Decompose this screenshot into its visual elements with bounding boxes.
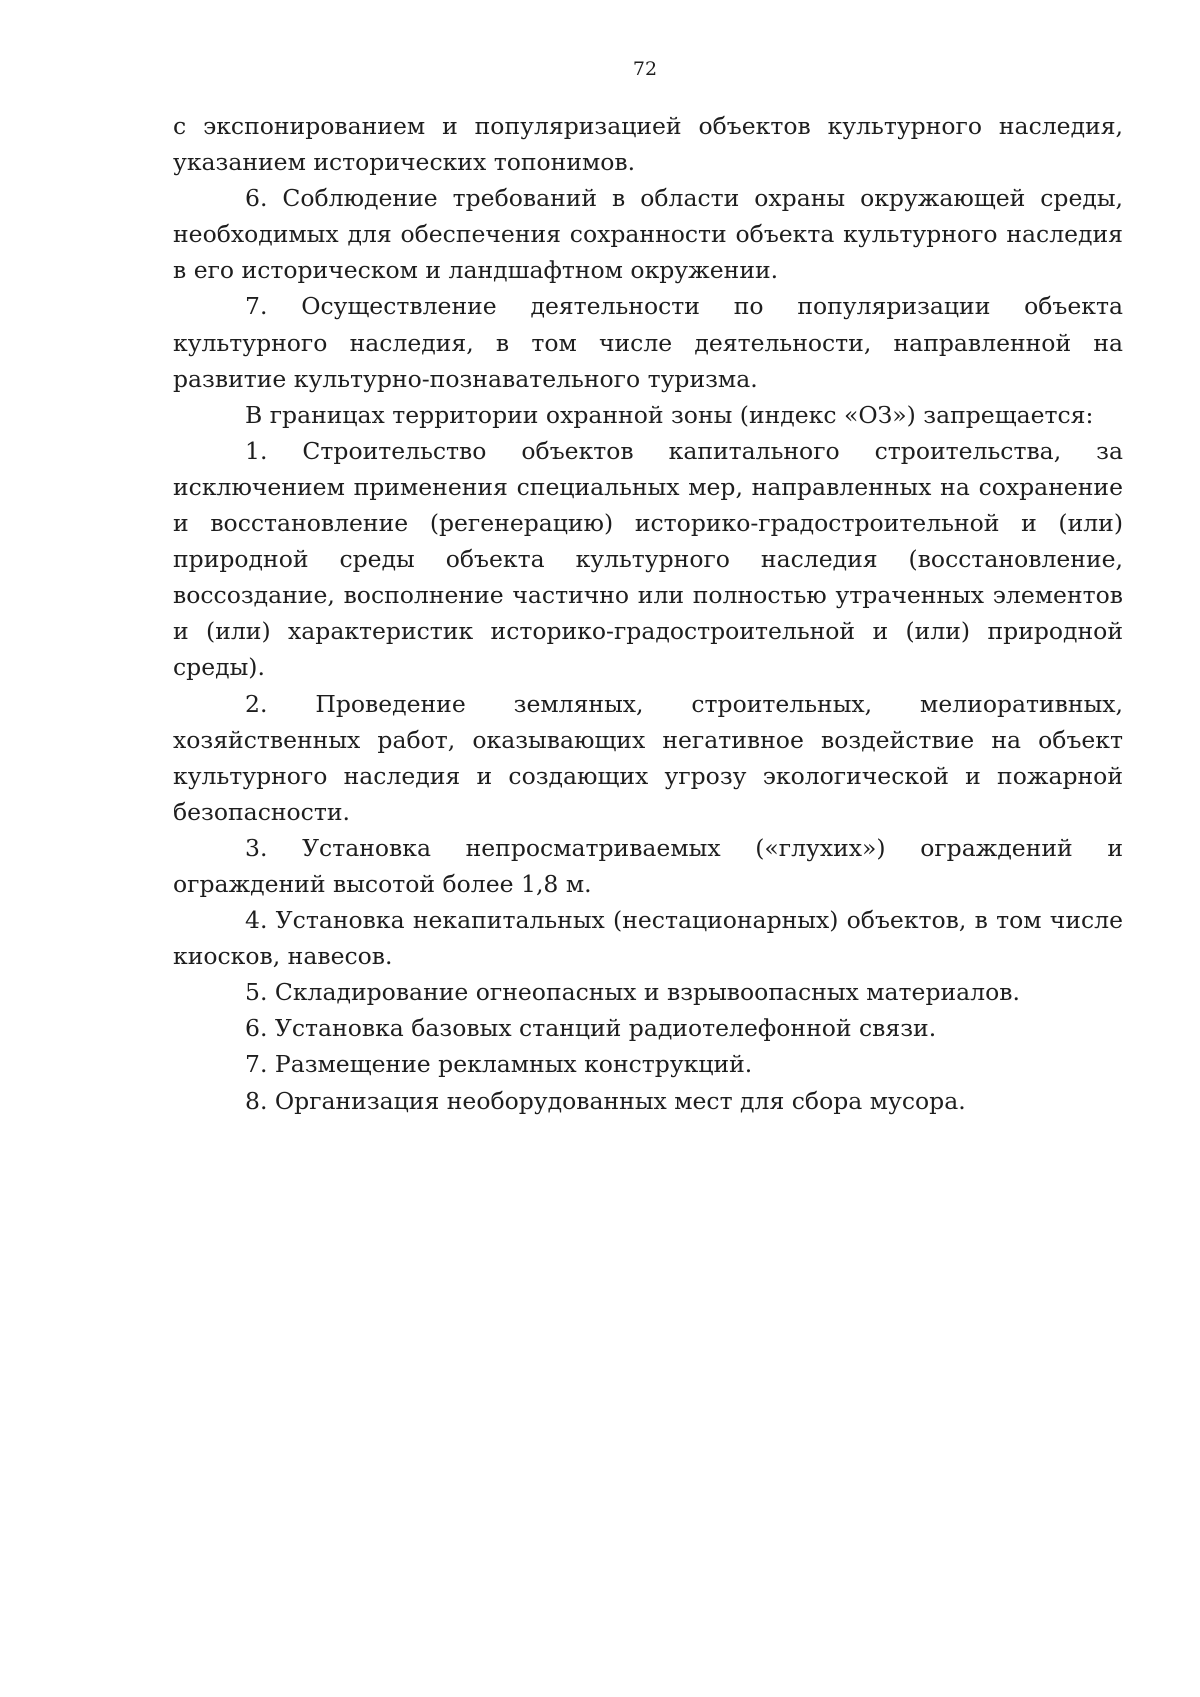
- paragraph-continuation: с экспонированием и популяризацией объектов культурного наследия, указанием исторических топонимов.: [173, 112, 1123, 177]
- prohibition-item-6: 6. Установка базовых станций радиотелефонной связи.: [245, 1014, 937, 1043]
- prohibition-item-4: 4. Установка некапитальных (нестационарных) объектов, в том числе киосков, навесов.: [173, 906, 1123, 971]
- paragraph-prohibitions-intro: В границах территории охранной зоны (индекс «ОЗ») запрещается:: [245, 400, 1094, 429]
- prohibition-item-7: 7. Размещение рекламных конструкций.: [245, 1050, 753, 1079]
- prohibition-item-1: 1. Строительство объектов капитального строительства, за исключением применения специальных мер, направленных на сохранение и восстановление (регенерацию) историко-градостроительной и (или) природной среды объекта культурного наследия (восстановление, воссоздание, восполнение частично или полностью утраченных элементов и (или) характеристик историко-градостроительной и (или) природной среды).: [173, 436, 1123, 682]
- paragraph-item-6: 6. Соблюдение требований в области охраны окружающей среды, необходимых для обеспечения сохранности объекта культурного наследия в его историческом и ландшафтном окружении.: [173, 184, 1123, 285]
- prohibition-item-8: 8. Организация необорудованных мест для сбора мусора.: [245, 1086, 966, 1115]
- prohibition-item-2: 2. Проведение земляных, строительных, мелиоративных, хозяйственных работ, оказывающих негативное воздействие на объект культурного наследия и создающих угрозу экологической и пожарной безопасности.: [173, 689, 1123, 826]
- paragraph-item-7: 7. Осуществление деятельности по популяризации объекта культурного наследия, в том числе деятельности, направленной на развитие культурно-познавательного туризма.: [173, 292, 1123, 393]
- prohibition-item-5: 5. Складирование огнеопасных и взрывоопасных материалов.: [245, 978, 1020, 1007]
- page-number: 72: [632, 58, 658, 80]
- prohibition-item-3: 3. Установка непросматриваемых («глухих») ограждений и ограждений высотой более 1,8 м.: [173, 833, 1123, 898]
- document-body: [173, 108, 1123, 1119]
